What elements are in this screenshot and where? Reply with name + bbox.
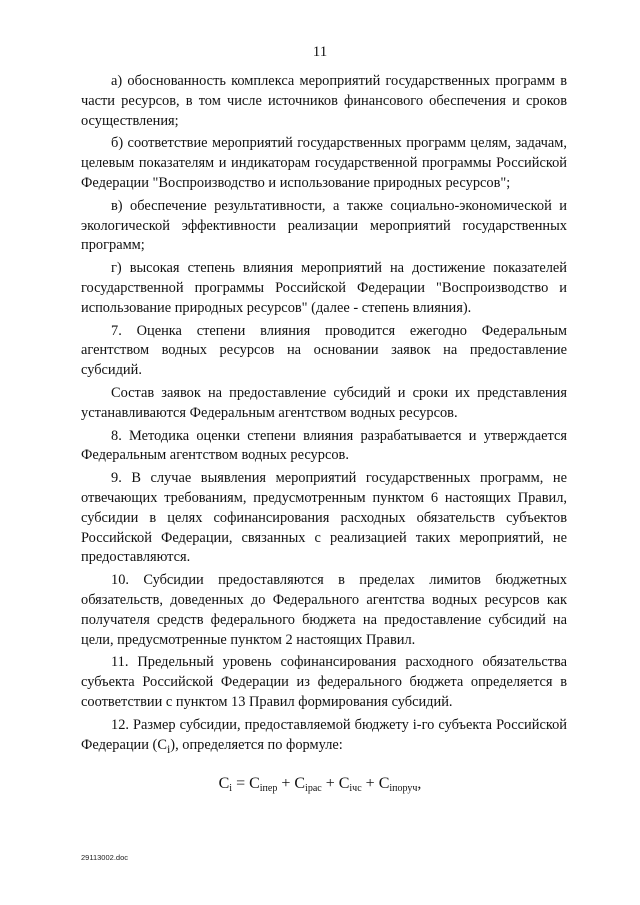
formula-lhs: C	[218, 775, 230, 792]
page-number: 11	[312, 44, 328, 60]
paragraph-10: 10. Субсидии предоставляются в пределах лимитов бюджетных обязательств, доведенных до Федерального агентства водных ресурсов как получателя средств федерального бюджета на предоставление субсидий на цели, предусмотренные пунктом 2 настоящих Правил.	[81, 572, 567, 648]
paragraph-7: 7. Оценка степени влияния проводится ежегодно Федеральным агентством водных ресурсов на основании заявок на предоставление субсидий.	[81, 322, 567, 379]
paragraph-11: 11. Предельный уровень софинансирования расходного обязательства субъекта Российской Федерации из федерального бюджета определяется в соответствии с пунктом 13 Правил формирования субсидий.	[81, 654, 567, 710]
subsidy-formula	[0, 775, 640, 794]
formula-lhs-sub: i	[229, 783, 233, 794]
paragraph-v: в) обеспечение результативности, а также социально-экономической и экологической эффективности реализации мероприятий государственных программ;	[81, 197, 567, 254]
formula-term-chs: C	[338, 775, 350, 792]
formula-plus-2: +	[321, 775, 339, 792]
document-body	[81, 72, 567, 762]
formula-plus-1: +	[277, 775, 295, 792]
paragraph-g: г) высокая степень влияния мероприятий на достижение показателей государственной программы Российской Федерации "Воспроизводство и использование природных ресурсов" (далее - степень влияния).	[81, 260, 567, 316]
formula-tail: ,	[417, 775, 422, 792]
paragraph-12-text-before: 12. Размер субсидии, предоставляемой бюджету i-го субъекта Российской Федерации (C	[81, 716, 567, 753]
paragraph-12-subscript: i	[166, 741, 171, 756]
paragraph-12-text-after: ), определяется по формуле:	[170, 736, 343, 753]
formula-term-poruch-sub: iпоруч	[389, 783, 418, 794]
formula-plus-3: +	[361, 775, 379, 792]
paragraph-b: б) соответствие мероприятий государственных программ целям, задачам, целевым показателям и индикаторам государственной программы Российской Федерации "Воспроизводство и использование природных ресурсов";	[81, 135, 567, 191]
formula-term-ras-sub: iрас	[305, 783, 322, 794]
paragraph-9: 9. В случае выявления мероприятий государственных программ, не отвечающих требованиям, предусмотренным пунктом 6 настоящих Правил, субсидии в целях софинансирования расходных обязательств субъектов Российской Федерации, связанных с реализацией таких мероприятий, не предоставляются.	[81, 470, 567, 566]
formula-equals: =	[232, 775, 250, 792]
formula-term-per: C	[249, 775, 260, 792]
formula-term-ras: C	[294, 775, 306, 792]
formula-term-chs-sub: iчс	[349, 783, 362, 794]
formula-term-per-sub: iпер	[259, 783, 278, 794]
paragraph-8: 8. Методика оценки степени влияния разрабатывается и утверждается Федеральным агентством водных ресурсов.	[81, 427, 567, 464]
formula-term-poruch: C	[378, 775, 390, 792]
document-code: 29113002.doc	[81, 853, 128, 862]
paragraph-7-cont: Состав заявок на предоставление субсидий и сроки их представления устанавливаются Федеральным агентством водных ресурсов.	[81, 384, 567, 421]
paragraph-12	[81, 716, 567, 759]
paragraph-a: а) обоснованность комплекса мероприятий государственных программ в части ресурсов, в том числе источников финансового обеспечения и сроков осуществления;	[81, 73, 567, 129]
